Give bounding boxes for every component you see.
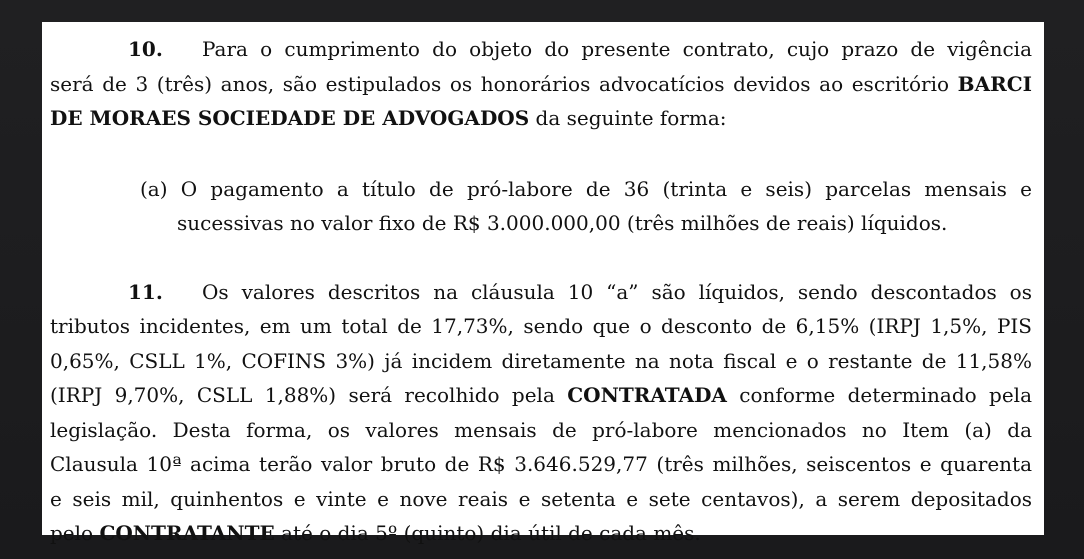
- clause-11-text-6: Clausula 10ª acima terão valor bruto de R$ 3.646.529,77 (três milhões, seiscentos e quarenta: [50, 452, 1032, 476]
- paragraph-spacer: [50, 241, 1032, 275]
- paragraph-spacer: [50, 136, 1032, 172]
- clause-10-text-2: será de 3 (três) anos, são estipulados os honorários advocatícios devidos ao escritório: [50, 71, 958, 96]
- clause-11-line-1: [50, 275, 1032, 310]
- clause-11-text-5: legislação. Desta forma, os valores mensais de pró-labore mencionados no Item (a) da: [50, 417, 1032, 442]
- clause-10-number: 10.: [128, 37, 163, 61]
- clause-11-text-7: e seis mil, quinhentos e vinte e nove reais e setenta e sete centavos), a serem depositados: [50, 486, 1032, 511]
- contratada-label: CONTRATADA: [567, 383, 727, 407]
- firm-name-part-2: DE MORAES SOCIEDADE DE ADVOGADOS: [50, 106, 530, 130]
- clause-10-line-2: [50, 67, 1032, 102]
- clause-10-text-3: da seguinte forma:: [529, 106, 727, 130]
- clause-11-text-2: tributos incidentes, em um total de 17,73%, sendo que o desconto de 6,15% (IRPJ 1,5%, PIS: [50, 314, 1032, 338]
- clause-11-line-7: [50, 482, 1032, 517]
- clause-10-text-1: Para o cumprimento do objeto do presente contrato, cujo prazo de vigência: [202, 37, 1032, 61]
- clause-11-text-1: Os valores descritos na cláusula 10 “a” são líquidos, sendo descontados os: [202, 279, 1032, 304]
- clause-11-line-2: [50, 309, 1032, 344]
- clause-11-text-4a: (IRPJ 9,70%, CSLL 1,88%) será recolhido pela: [50, 383, 568, 407]
- clause-11-number: 11.: [128, 279, 163, 304]
- item-a-line-1: [50, 172, 1032, 207]
- item-a-line-2: [50, 206, 1032, 241]
- clause-11-line-3: [50, 344, 1032, 379]
- clause-11-line-6: [50, 447, 1032, 482]
- clause-10-line-1: [50, 32, 1032, 67]
- document-page: [42, 22, 1044, 545]
- clause-11-line-5: [50, 413, 1032, 448]
- clause-10-line-3: [50, 101, 1032, 136]
- item-a-text-1: (a) O pagamento a título de pró-labore de 36 (trinta e seis) parcelas mensais e: [140, 176, 1032, 201]
- clause-11-text-8a: pelo: [50, 521, 100, 545]
- contratante-label: CONTRATANTE: [99, 521, 275, 545]
- clause-11-text-8b: até o dia 5º (quinto) dia útil de cada mês.: [274, 521, 701, 545]
- item-a-text-2: sucessivas no valor fixo de R$ 3.000.000,00 (três milhões de reais) líquidos.: [177, 211, 948, 235]
- clause-11-line-8: [50, 516, 1032, 551]
- clause-11-line-4: [50, 378, 1032, 413]
- clause-11-text-4b: conforme determinado pela: [726, 383, 1032, 407]
- firm-name-part-1: BARCI: [957, 71, 1032, 96]
- clause-11-text-3: 0,65%, CSLL 1%, COFINS 3%) já incidem diretamente na nota fiscal e o restante de 11,58%: [50, 348, 1032, 373]
